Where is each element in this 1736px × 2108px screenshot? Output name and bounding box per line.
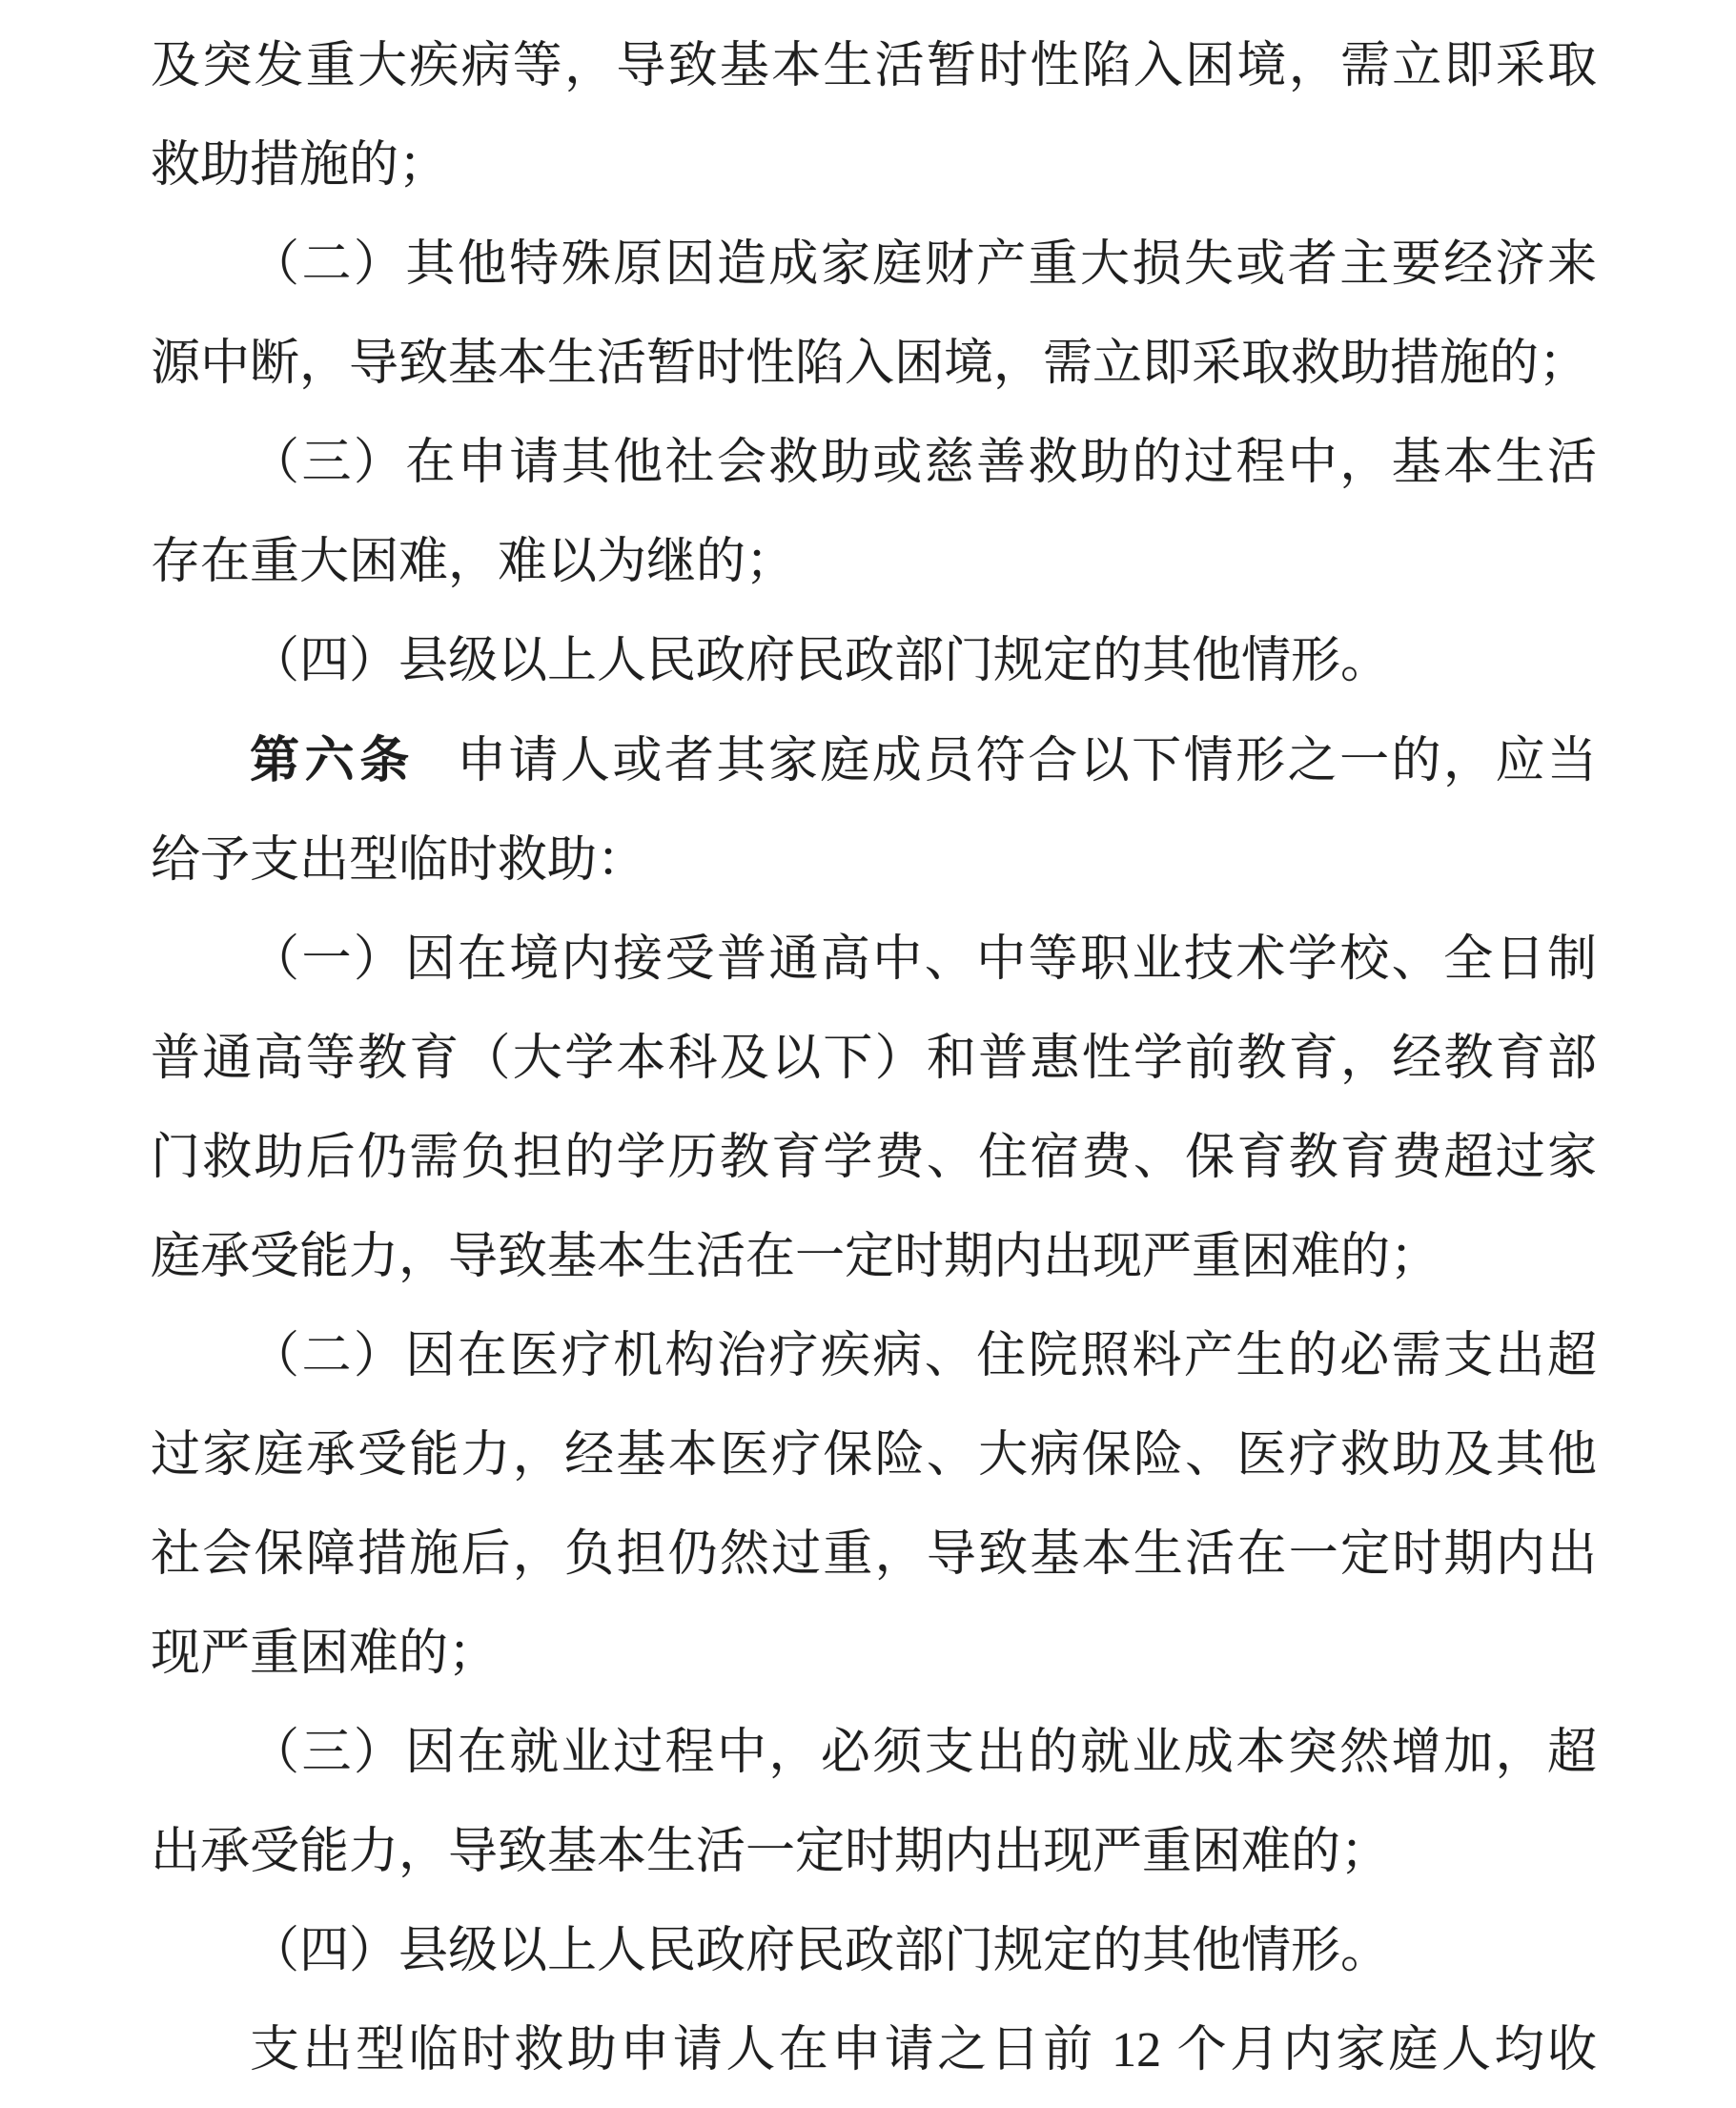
text-line: 及突发重大疾病等，导致基本生活暂时性陷入困境，需立即采取 bbox=[151, 39, 1597, 93]
text-line: 救助措施的； bbox=[151, 138, 449, 193]
text-line: 庭承受能力，导致基本生活在一定时期内出现严重困难的； bbox=[151, 1230, 1440, 1284]
text-line: 支出型临时救助申请人在申请之日前 12 个月内家庭人均收 bbox=[250, 2023, 1597, 2077]
text-line: 源中断，导致基本生活暂时性陷入困境，需立即采取救助措施的； bbox=[151, 337, 1589, 391]
text-line: 存在重大困难，难以为继的； bbox=[151, 535, 796, 589]
text-line: （一）因在境内接受普通高中、中等职业技术学校、全日制 bbox=[250, 932, 1597, 987]
text-line: 过家庭承受能力，经基本医疗保险、大病保险、医疗救助及其他 bbox=[151, 1428, 1597, 1483]
text-line: 普通高等教育（大学本科及以下）和普惠性学前教育，经教育部 bbox=[151, 1032, 1597, 1086]
text-line: （二）因在医疗机构治疗疾病、住院照料产生的必需支出超 bbox=[250, 1329, 1597, 1383]
text-line: （四）县级以上人民政府民政部门规定的其他情形。 bbox=[250, 1924, 1391, 1978]
text-line: （二）其他特殊原因造成家庭财产重大损失或者主要经济来 bbox=[250, 237, 1597, 292]
text-line: 社会保障措施后，负担仍然过重，导致基本生活在一定时期内出 bbox=[151, 1527, 1597, 1582]
text-line bbox=[151, 711, 1597, 811]
text-line: （三）因在就业过程中，必须支出的就业成本突然增加，超 bbox=[250, 1726, 1597, 1780]
text-line: 出承受能力，导致基本生活一定时期内出现严重困难的； bbox=[151, 1825, 1391, 1879]
article-lead-text: 申请人或者其家庭成员符合以下情形之一的，应当 bbox=[456, 734, 1597, 788]
text-line: 现严重困难的； bbox=[151, 1627, 499, 1681]
article-number-bold: 第六条 bbox=[250, 733, 415, 788]
text-line: （四）县级以上人民政府民政部门规定的其他情形。 bbox=[250, 634, 1391, 688]
text-line: （三）在申请其他社会救助或慈善救助的过程中，基本生活 bbox=[250, 436, 1597, 490]
text-line: 门救助后仍需负担的学历教育学费、住宿费、保育教育费超过家 bbox=[151, 1131, 1597, 1185]
text-line: 给予支出型临时救助： bbox=[151, 833, 647, 888]
